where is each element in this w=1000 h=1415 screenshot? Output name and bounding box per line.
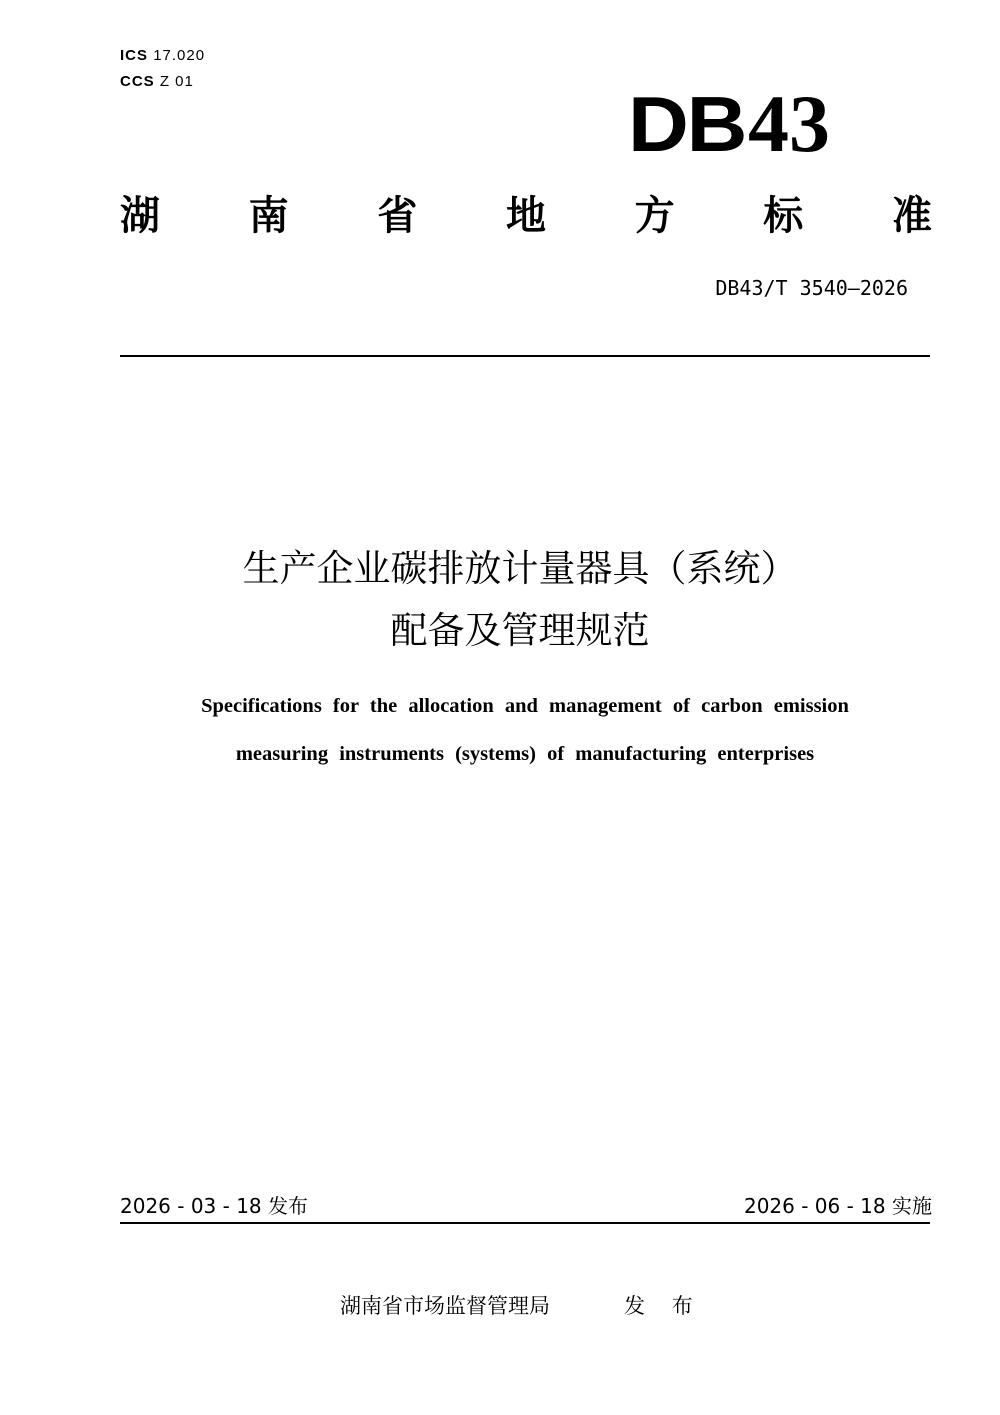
standard-type-char: 南 [248,193,289,239]
chinese-title-line-1: 生产企业碳排放计量器具（系统） [242,547,798,590]
english-title-line-1: Specifications for the allocation and management of carbon emission [201,695,849,717]
db43-logo [628,78,858,169]
implementation-date: 2026 - 06 - 18 实施 [743,1194,932,1218]
standard-type-char: 标 [763,193,804,239]
ics-value: 17.020 [153,47,206,64]
english-title-line-2: measuring instruments (systems) of manufacturing enterprises [235,743,815,765]
top-divider [120,355,930,357]
standard-type-char: 湖 [120,193,160,239]
publisher-action: 发 布 [624,1294,703,1318]
ccs-prefix: CCS [120,73,155,90]
standard-type-char: 方 [634,193,675,239]
ics-code [120,47,205,65]
logo-letters: DB [628,80,746,168]
standard-number: DB43/T 3540—2026 [715,276,908,300]
standard-type-heading [120,188,932,244]
ics-prefix: ICS [120,47,149,64]
logo-number: 43 [748,78,830,169]
standard-type-char: 地 [505,193,546,239]
issue-date: 2026 - 03 - 18 发布 [120,1194,309,1218]
publisher-name: 湖南省市场监督管理局 [340,1294,550,1318]
bottom-divider [120,1222,930,1224]
standard-type-char: 准 [891,193,932,239]
standard-type-char: 省 [377,193,418,239]
ccs-value: Z 01 [159,73,194,90]
ccs-code [120,73,194,91]
chinese-title-line-2: 配备及管理规范 [390,609,650,652]
